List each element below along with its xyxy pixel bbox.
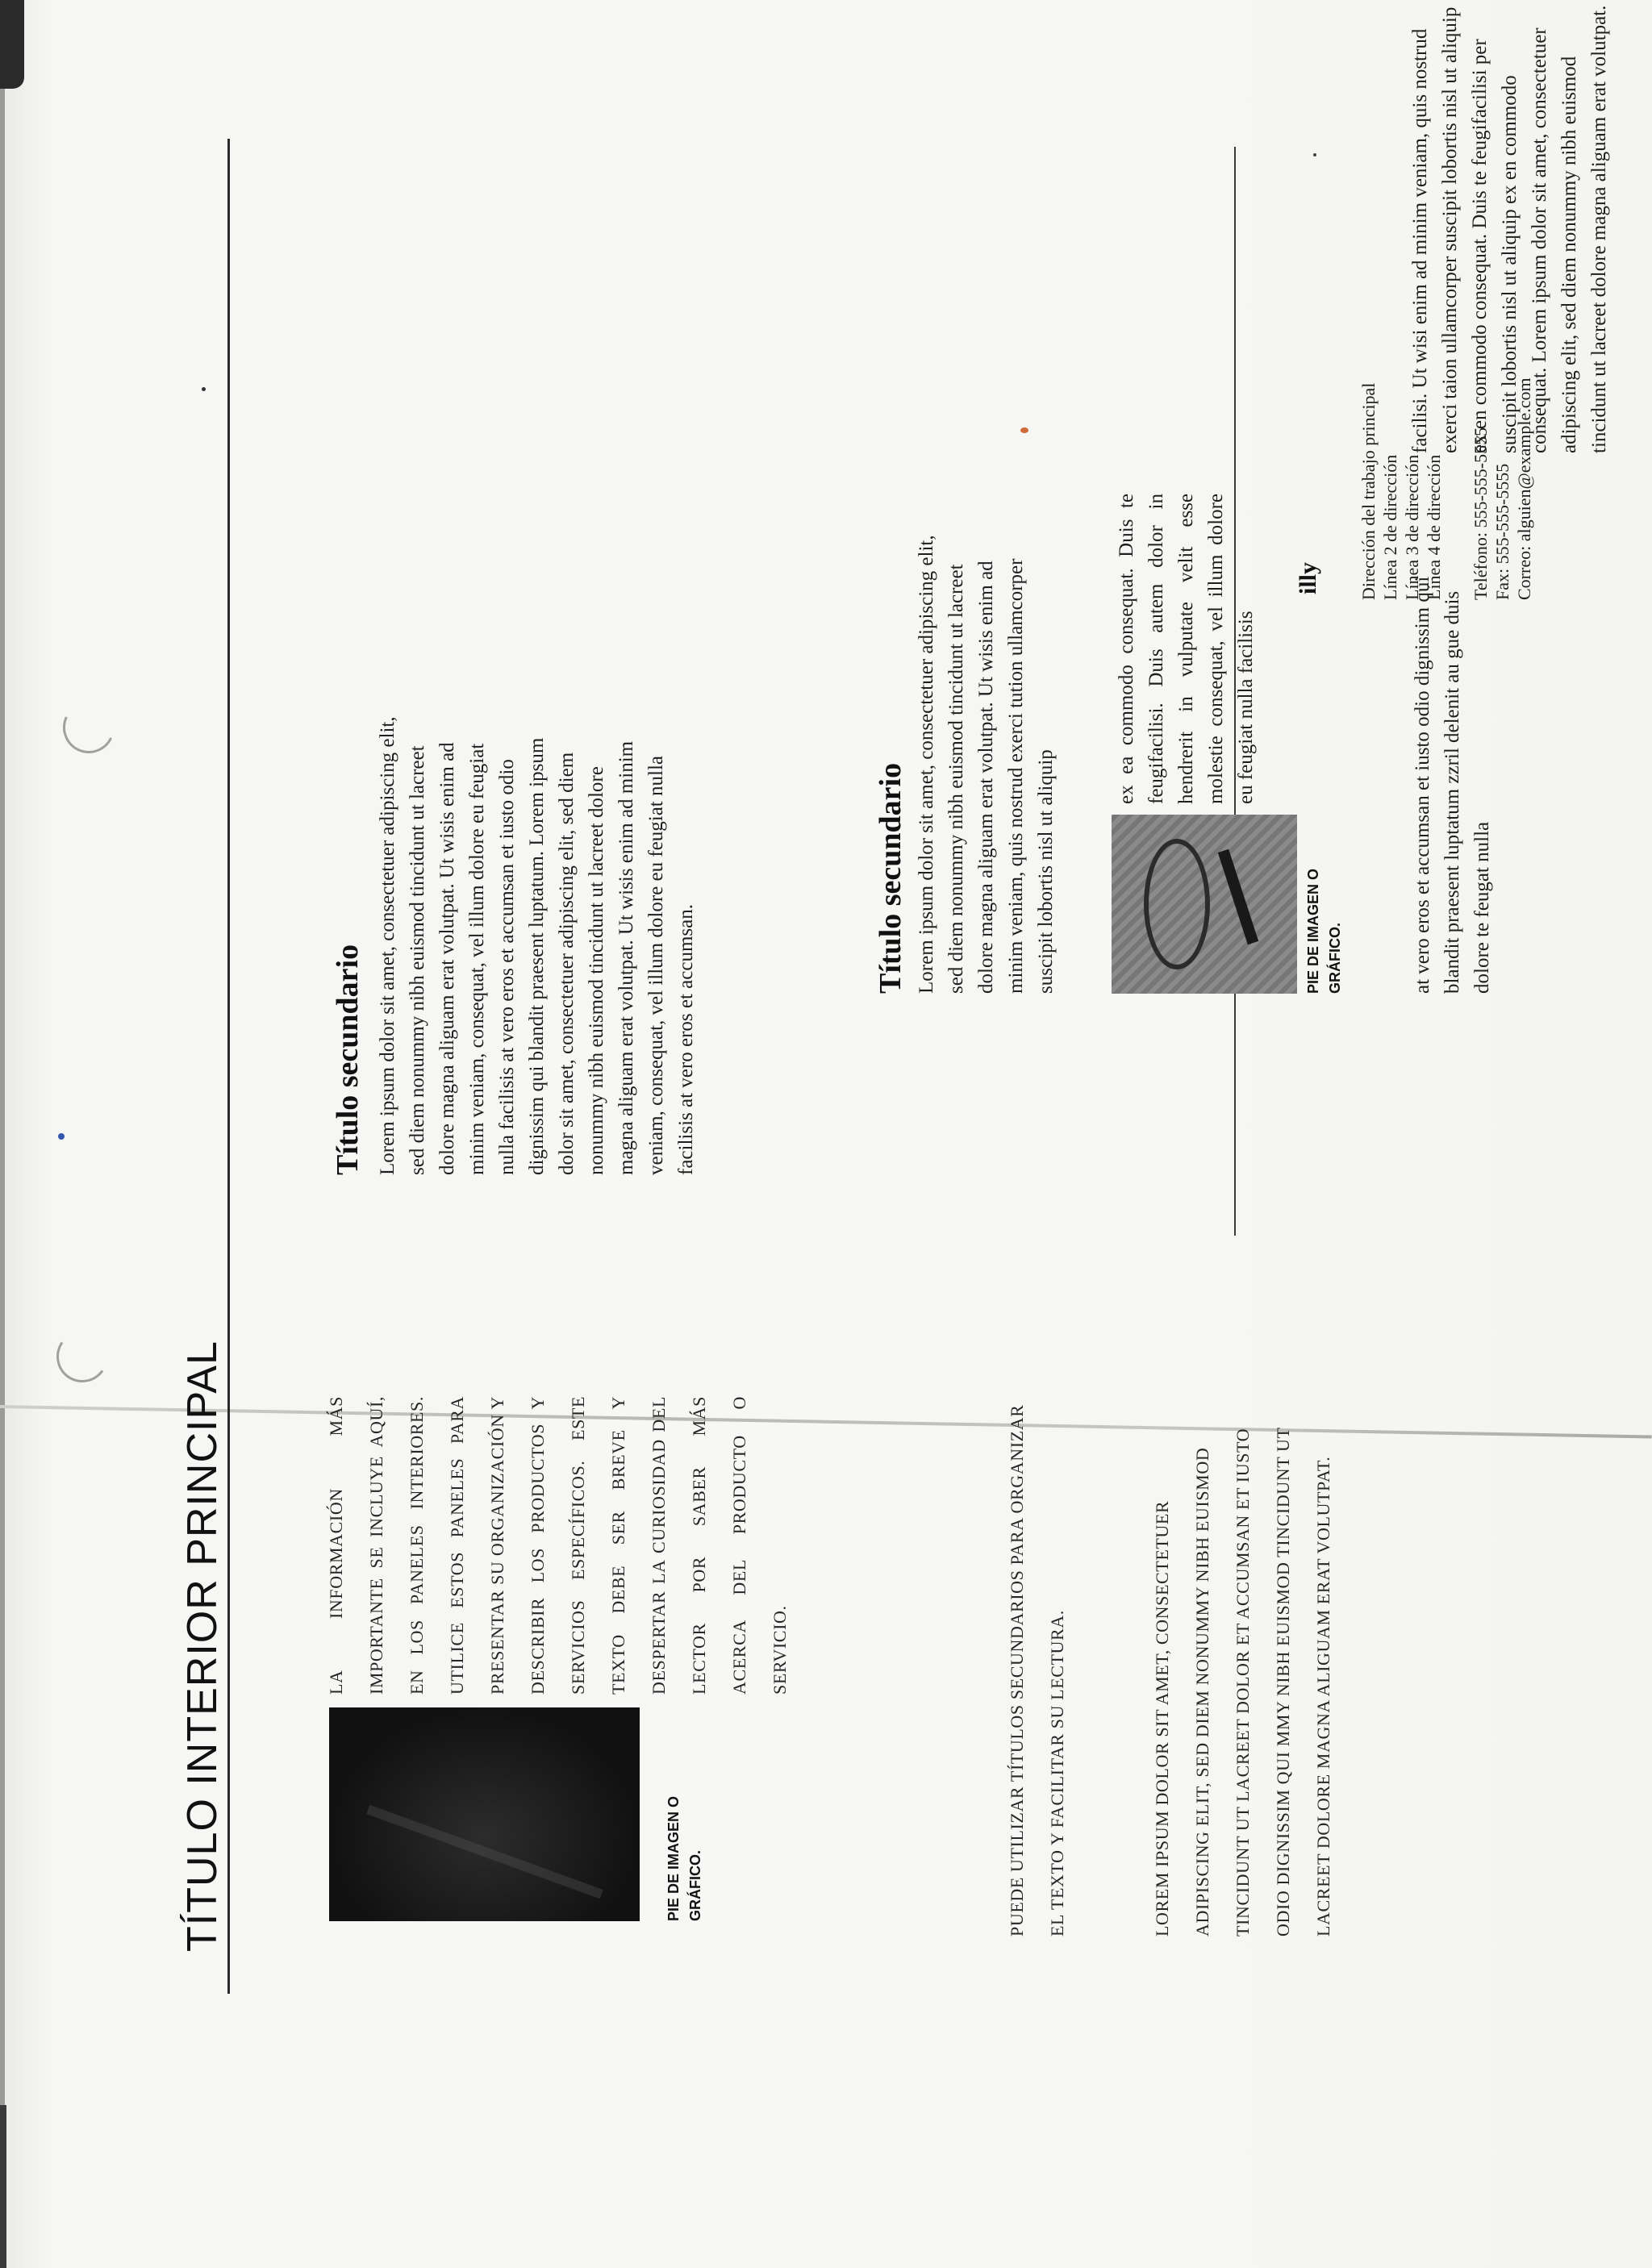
tip-text: PUEDE UTILIZAR TÍTULOS SECUNDARIOS PARA ORGANIZAR EL TEXTO Y FACILITAR SU LECTURA. — [1007, 1404, 1067, 1937]
body-paragraph: Lorem ipsum dolor sit amet, consectetuer adipiscing elit, sed diem nonummy nibh euismod tincidunt ut lacreet dolore magna aliguam erat volutpat. Ut wisis enim ad minim veniam, consequat, vel illum dolore eu feugiat nulla facilisis at vero eros et accumsan et iusto odio dignissim qui blandit praesent luptatum. Lorem ipsum dolor sit amet, consectetuer adipiscing elit, sed diem nonummy nibh euismod tincidunt ut lacreet dolore magna aliguam erat volutpat. Ut wisis enim ad minim veniam, consequat, vel illum dolore eu feugiat nulla facilisis at vero eros et accumsan. — [377, 716, 697, 1175]
intro-text: LA INFORMACIÓN MÁS IMPORTANTE SE INCLUYE AQUÍ, EN LOS PANELES INTERIORES. UTILICE ESTOS PANELES PARA PRESENTAR SU ORGANIZACIÓN Y DESCRIBIR LOS PRODUCTOS Y SERVICIOS ESPECÍFICOS. ESTE TEXTO DEBE SER BREVE Y DESPERTAR LA CURIOSIDAD DEL LECTOR POR SABER MÁS ACERCA DEL PRODUCTO O SERVICIO. — [326, 1396, 790, 1695]
body-text: LOREM IPSUM DOLOR SIT AMET, CONSECTETUER ADIPISCING ELIT, SED DIEM NONUMMY NIBH EUISMOD TINCIDUNT UT LACREET DOLOR ET ACCUMSAN ET IUSTO ODIO DIGNISSIM QUI MMY NIBH EUISMOD TINCIDUNT UT LACREET DOLORE MAGNA ALIGUAM ERAT VOLUTPAT. — [1152, 1427, 1333, 1937]
body-paragraph: Lorem ipsum dolor sit amet, consectetuer adipiscing elit, sed diem nonummy nibh euismod tincidunt ut lacreet dolore magna aliguam erat volutpat. Ut wisis enim ad minim veniam, quis nostrud exerci tution ullamcorper suscipit lobortis nisl ut aliquip — [916, 535, 1057, 994]
email-line: Correo: alguien@example.com — [1514, 377, 1534, 600]
address-line: Línea 4 de dirección — [1424, 454, 1444, 600]
address-line: Línea 3 de dirección — [1402, 454, 1422, 600]
plate-shape — [1144, 839, 1210, 969]
fax-line: Fax: 555-555-5555 — [1492, 463, 1512, 600]
contact-block — [1470, 377, 1535, 600]
food-photo — [1112, 815, 1297, 994]
address-block — [1358, 383, 1445, 600]
dark-photo — [329, 1707, 640, 1921]
body-paragraph: facilisi. Ut wisi enim ad minim veniam, quis nostrud exerci taion ullamcorper suscipit lobortis nisl ut aliquip ex en commodo consequat. Duis te feugifacilisi per suscipit lobortis nisl ut aliquip ex en commodo consequat. Lorem ipsum dolor sit amet, consectetuer adipiscing elit, sed diem nonummy nibh euismod tincidunt ut lacreet dolore magna aliguam erat volutpat. — [1409, 5, 1610, 453]
title-rule — [227, 139, 230, 1994]
address-line: Dirección del trabajo principal — [1358, 382, 1379, 600]
secondary-heading: Título secundario — [331, 944, 365, 1175]
utensil-shape — [1218, 849, 1258, 944]
page-title: TÍTULO INTERIOR PRINCIPAL — [179, 1340, 226, 1952]
secondary-heading: Título secundario — [874, 762, 907, 994]
image-caption: PIE DE IMAGEN O GRÁFICO. — [1305, 868, 1343, 994]
body-paragraph: at vero eros et accumsan et iusto odio dignissim qui blandit praesent luptatum zzril delenit au gue duis dolore te feugat nulla — [1412, 576, 1493, 994]
image-caption: PIE DE IMAGEN O GRÁFICO. — [665, 1795, 703, 1921]
phone-line: Teléfono: 555-555-5555 — [1471, 427, 1491, 600]
company-name: illy — [1295, 561, 1321, 594]
address-line: Línea 2 de dirección — [1380, 454, 1400, 600]
wrapped-paragraph: ex ea commodo consequat. Duis te feugifacilisi. Duis autem dolor in hendrerit in vulputate velit esse molestie consequat, vel illum dolore eu feugiat nulla facilisis — [1116, 494, 1257, 804]
